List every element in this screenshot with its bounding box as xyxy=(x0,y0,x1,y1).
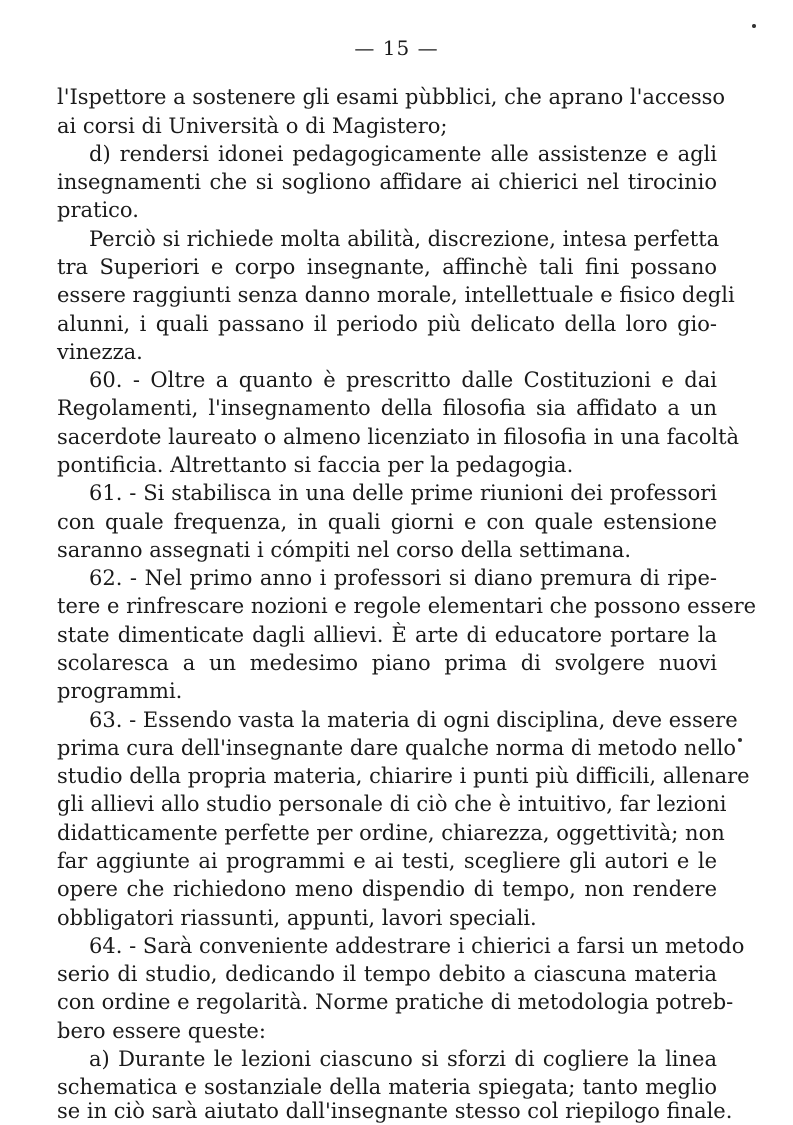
text-line: didatticamente perfette per ordine, chiarezza, oggettività; non xyxy=(57,821,725,845)
text-line: 62. - Nel primo anno i professori si diano premura di ripe- xyxy=(89,566,717,590)
text-line: Regolamenti, l'insegnamento della filosofia sia affidato a un xyxy=(57,396,717,420)
text-line: scolaresca a un medesimo piano prima di svolgere nuovi xyxy=(57,651,717,675)
text-line: a) Durante le lezioni ciascuno si sforzi di cogliere la linea xyxy=(89,1047,717,1071)
text-line: 64. - Sarà conveniente addestrare i chierici a farsi un metodo xyxy=(89,934,745,958)
page-number: — 15 — xyxy=(354,36,439,60)
text-line: vinezza. xyxy=(57,340,143,364)
text-line: insegnamenti che si sogliono affidare ai chierici nel tirocinio xyxy=(57,170,717,194)
text-line: pontificia. Altrettanto si faccia per la pedagogia. xyxy=(57,453,574,477)
text-line: studio della propria materia, chiarire i punti più difficili, allenare xyxy=(57,764,750,788)
text-line: bero essere queste: xyxy=(57,1019,266,1043)
text-line: Perciò si richiede molta abilità, discrezione, intesa perfetta xyxy=(89,227,720,251)
text-line: pratico. xyxy=(57,198,139,222)
text-line: 63. - Essendo vasta la materia di ogni disciplina, deve essere xyxy=(89,708,738,732)
text-line: alunni, i quali passano il periodo più delicato della loro gio- xyxy=(57,312,717,336)
text-line: l'Ispettore a sostenere gli esami pùbblici, che aprano l'accesso xyxy=(57,85,726,109)
text-line: 60. - Oltre a quanto è prescritto dalle Costituzioni e dai xyxy=(89,368,717,392)
scan-speck xyxy=(752,24,756,28)
text-line: sacerdote laureato o almeno licenziato in filosofia in una facoltà xyxy=(57,425,740,449)
text-line: tra Superiori e corpo insegnante, affinchè tali fini possano xyxy=(57,255,717,279)
text-line: se in ciò sarà aiutato dall'insegnante stesso col riepilogo finale. xyxy=(57,1099,733,1123)
text-line: serio di studio, dedicando il tempo debito a ciascuna materia xyxy=(57,962,717,986)
text-line: tere e rinfrescare nozioni e regole elementari che possono essere xyxy=(57,594,757,618)
scan-speck xyxy=(738,738,742,742)
text-line: ai corsi di Università o di Magistero; xyxy=(57,114,448,138)
text-line: d) rendersi idonei pedagogicamente alle assistenze e agli xyxy=(89,142,717,166)
text-line: 61. - Si stabilisca in una delle prime riunioni dei professori xyxy=(89,481,717,505)
text-line: con quale frequenza, in quali giorni e con quale estensione xyxy=(57,510,717,534)
text-line: schematica e sostanziale della materia spiegata; tanto meglio xyxy=(57,1075,717,1099)
text-line: far aggiunte ai programmi e ai testi, scegliere gli autori e le xyxy=(57,849,717,873)
text-line: essere raggiunti senza danno morale, intellettuale e fisico degli xyxy=(57,283,735,307)
text-line: gli allievi allo studio personale di ciò che è intuitivo, far lezioni xyxy=(57,792,727,816)
text-line: saranno assegnati i cómpiti nel corso della settimana. xyxy=(57,538,632,562)
text-line: state dimenticate dagli allievi. È arte di educatore portare la xyxy=(57,623,717,647)
text-line: opere che richiedono meno dispendio di tempo, non rendere xyxy=(57,877,717,901)
text-line: obbligatori riassunti, appunti, lavori speciali. xyxy=(57,906,537,930)
text-line: con ordine e regolarità. Norme pratiche di metodologia potreb- xyxy=(57,990,734,1014)
text-line: programmi. xyxy=(57,679,183,703)
text-line: prima cura dell'insegnante dare qualche norma di metodo nello xyxy=(57,736,736,760)
